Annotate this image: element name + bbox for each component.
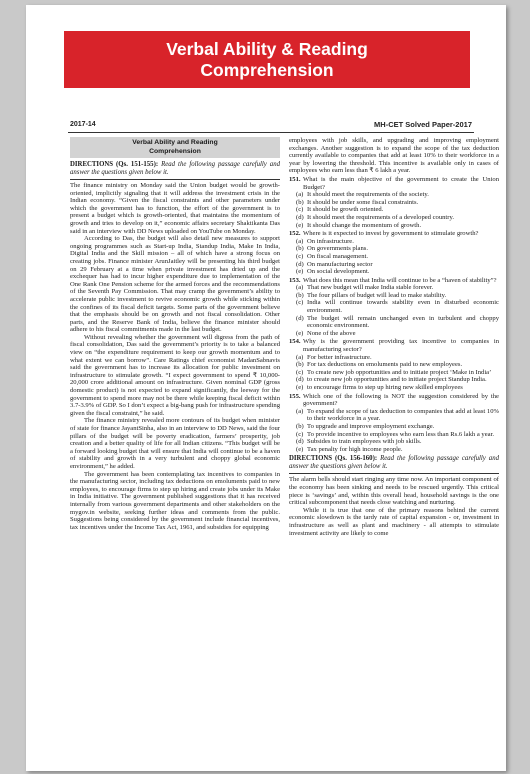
option-text: To upgrade and improve employment exchange. bbox=[307, 422, 435, 430]
option-label: (d) bbox=[296, 260, 304, 268]
question-number: 151. bbox=[289, 175, 301, 183]
question-153 bbox=[289, 277, 499, 338]
option-text: For better infrastructure. bbox=[307, 353, 372, 361]
option-label: (a) bbox=[296, 407, 304, 415]
question-row bbox=[289, 338, 499, 353]
option-label: (a) bbox=[296, 237, 304, 245]
option-text: None of the above bbox=[307, 329, 356, 337]
option-a bbox=[289, 238, 499, 246]
question-152 bbox=[289, 230, 499, 276]
passage-paragraph: The finance ministry on Monday said the Union budget would be growth-oriented, implicitly signaling that it will address the investment crisis in the Indian economy. “Given the fiscal constraints and other parameters under which the government has to function, the effort of the government is to present a budget which is growth-oriented, that maintains the momentum of growth and tries to develop on it,” economic affairs secretary Shaktikanta Das said in an interview with DD News uploaded on YouTube on Monday. bbox=[70, 182, 280, 235]
option-text: It should change the momentum of growth. bbox=[307, 221, 422, 229]
section-title bbox=[70, 137, 280, 158]
option-text: That new budget will make India stable forever. bbox=[307, 284, 434, 292]
option-text: to encourage firms to step up hiring new skilled employees bbox=[307, 384, 463, 391]
right-column bbox=[289, 137, 499, 759]
directions-151-155 bbox=[70, 161, 280, 177]
option-a bbox=[289, 408, 499, 423]
option-e bbox=[289, 268, 499, 276]
option-d bbox=[289, 315, 499, 330]
question-text: What is the main objective of the government to create the Union Budget? bbox=[303, 175, 499, 191]
option-text: to create new job opportunities and to initiate project Standup India. bbox=[307, 376, 487, 384]
option-label: (a) bbox=[296, 284, 304, 292]
option-text: On manufacturing sector bbox=[307, 260, 373, 268]
option-text: Tax penalty for high income people. bbox=[307, 445, 403, 453]
option-text: The budget will remain unchanged even in turbulent and choppy economic environment. bbox=[307, 314, 499, 330]
passage-paragraph: While it is true that one of the primary reasons behind the current economic slowdown is the tardy rate of capital expansion - or, investment in infrastructure as well as plant and machinery - all attempts to stimulate investment activity are likely to come bbox=[289, 506, 499, 537]
option-text: To provide incentive to employees who earn less than Rs.6 lakh a year. bbox=[307, 430, 495, 438]
directions-156-160 bbox=[289, 455, 499, 471]
option-text: On fiscal management. bbox=[307, 252, 368, 260]
question-number: 153. bbox=[289, 276, 301, 284]
passage-paragraph: Without revealing whether the government will digress from the path of fiscal consolidation, Das said the government’s priority is to take a balanced view on “the expenditure requirement to keep our growth momentum and to what extent we can borrow”. Care Ratings chief economist MadanSabnavis said the government has to increase its allocation for public investment on infrastructure to stimulate growth. “I expect government to spend ₹ 10,000-20,000 crore additional amount on infrastructure. Given nominal GDP (gross domestic product) is not expected to expand significantly, the leeway for the government to spend more may not be there while keeping fiscal deficit within 3.7-3.9% of GDP. So I don’t expect a big-bang push for infrastructure spending given the fiscal constraint,” he said. bbox=[70, 333, 280, 417]
option-label: (d) bbox=[296, 376, 304, 384]
directions-rule bbox=[70, 179, 280, 180]
option-text: It should meet the requirements of a developed country. bbox=[307, 213, 454, 221]
option-label: (c) bbox=[296, 252, 304, 260]
passage-paragraph: The government has been contemplating tax incentives to companies in the manufacturing sector, including tax deductions on emoluments paid to new employees, to encourage firms to step up hiring and create jobs under its Make in India initiative. The government published suggestions that it has received internally from various government departments and other stakeholders on the mygov.in website, seeking further ideas and comments from the public. Suggestions being considered by the government include financial incentives, tax incentives under the Income Tax Act, 1961, and subsidies for equipping bbox=[70, 470, 280, 531]
option-c bbox=[289, 431, 499, 439]
option-b bbox=[289, 361, 499, 369]
option-label: (c) bbox=[296, 368, 304, 376]
option-text: India will continue towards stability even in disturbed economic environment. bbox=[307, 299, 499, 315]
option-text: It should be growth oriented. bbox=[307, 206, 384, 214]
option-text: To expand the scope of tax deduction to companies that add at least 10% to their workforce in a year. bbox=[307, 407, 499, 423]
question-row bbox=[289, 277, 499, 285]
chapter-banner bbox=[64, 31, 470, 88]
directions-label: DIRECTIONS (Qs. 156-160): bbox=[289, 455, 378, 463]
directions-label: DIRECTIONS (Qs. 151-155): bbox=[70, 161, 159, 168]
option-text: It should be under some fiscal constraints. bbox=[307, 198, 419, 206]
question-text: What does this mean that India will continue to be a “haven of stability”? bbox=[303, 276, 497, 284]
option-label: (e) bbox=[296, 445, 304, 453]
passage-paragraph: The finance ministry revealed more contours of its budget when minister of state for finance JayantSinha, also in an interview to DD News, said the four pillars of the budget will be poverty eradication, farmers’ prosperity, job creation and a better quality of life for all Indian citizens. “This budget will be a forward looking budget that will ensure that India will continue to be a haven of stability and growth in a very turbulent and choppy global economic environment,” he added. bbox=[70, 417, 280, 470]
option-label: (e) bbox=[296, 221, 304, 229]
option-e bbox=[289, 330, 499, 338]
option-e bbox=[289, 384, 499, 392]
question-row bbox=[289, 230, 499, 238]
option-label: (d) bbox=[296, 213, 304, 221]
question-row bbox=[289, 176, 499, 191]
option-text: On governments plans. bbox=[307, 245, 368, 253]
option-label: (e) bbox=[296, 268, 304, 276]
option-a bbox=[289, 354, 499, 362]
option-d bbox=[289, 261, 499, 269]
section-title-line2: Comprehension bbox=[149, 148, 201, 155]
chapter-title-line2: Comprehension bbox=[200, 59, 334, 80]
question-text: Why is the government providing tax incentive to companies in manufacturing sector? bbox=[303, 338, 499, 354]
question-number: 155. bbox=[289, 392, 301, 400]
option-b bbox=[289, 245, 499, 253]
left-column bbox=[70, 137, 280, 759]
option-d bbox=[289, 438, 499, 446]
option-label: (c) bbox=[296, 206, 304, 214]
directions-text: Read the following passage carefully and answer the questions given below it. bbox=[70, 161, 280, 176]
question-154 bbox=[289, 338, 499, 391]
option-label: (c) bbox=[296, 299, 304, 307]
option-label: (b) bbox=[296, 291, 304, 299]
option-c bbox=[289, 369, 499, 377]
page-number: 2017-14 bbox=[70, 121, 96, 128]
option-label: (e) bbox=[296, 329, 304, 337]
question-number: 152. bbox=[289, 230, 301, 238]
option-label: (d) bbox=[296, 314, 304, 322]
option-label: (a) bbox=[296, 353, 304, 361]
question-number: 154. bbox=[289, 338, 301, 346]
question-text: Which one of the following is NOT the suggestion considered by the government? bbox=[303, 392, 499, 408]
option-c bbox=[289, 299, 499, 314]
passage-paragraph: The alarm bells should start ringing any time now. An important component of the economy has been sinking and needs to be rescued urgently. This critical piece is ‘savings’ and, within this overall head, household savings is the one critical subcomponent that needs close watching and nurturing. bbox=[289, 476, 499, 507]
option-text: On infrastructure. bbox=[307, 237, 354, 245]
option-text: Subsides to train employees with job skills. bbox=[307, 438, 422, 446]
chapter-title-line1: Verbal Ability & Reading bbox=[166, 38, 368, 59]
header-rule bbox=[68, 132, 474, 133]
option-label: (d) bbox=[296, 438, 304, 446]
option-label: (e) bbox=[296, 384, 304, 391]
option-c bbox=[289, 253, 499, 261]
option-label: (c) bbox=[296, 430, 304, 438]
option-label: (b) bbox=[296, 422, 304, 430]
option-a bbox=[289, 284, 499, 292]
document-page bbox=[26, 5, 506, 771]
option-label: (b) bbox=[296, 245, 304, 253]
section-title-line1: Verbal Ability and Reading bbox=[132, 139, 218, 146]
running-header: MH-CET Solved Paper-2017 bbox=[374, 120, 472, 129]
question-text: Where is it expected to invest by government to stimulate growth? bbox=[303, 230, 479, 238]
option-e bbox=[289, 222, 499, 230]
option-label: (b) bbox=[296, 361, 304, 369]
option-label: (a) bbox=[296, 191, 304, 199]
passage-paragraph: According to Das, the budget will also detail new measures to support ongoing programmes such as Start-up India, Standup India, Make In India, Digital India and the Skill mission – all of which have a strong focus on creating jobs. Finance minister ArunJaitley will be presenting his third budget on 29 February at a time when private investment has dried up and the exchequer has had to incur higher expenditure due to implementation of the One Rank One Pension scheme for the armed forces and the recommendations of the Seventh Pay Commission. That may cramp the government’s ability to accelerate public investment to revive economic growth while sticking within the confines of its fiscal deficit targets. Some parts of the government believe that the emphasis should be on growth and not fiscal consolidation. Other parts, and the Reserve Bank of India, believe the finance minister should adhere to his fiscal commitments made in the last budget. bbox=[70, 235, 280, 334]
directions-rule bbox=[289, 473, 499, 474]
option-label: (b) bbox=[296, 198, 304, 206]
question-155 bbox=[289, 393, 499, 454]
option-text: The four pillars of budget will lead to make stability. bbox=[307, 291, 447, 299]
question-151 bbox=[289, 176, 499, 229]
option-b bbox=[289, 423, 499, 431]
option-e bbox=[289, 446, 499, 454]
option-c bbox=[289, 206, 499, 214]
question-row bbox=[289, 393, 499, 408]
option-text: On social development. bbox=[307, 268, 370, 276]
option-b bbox=[289, 292, 499, 300]
passage-continuation: employees with job skills, and upgrading and improving employment exchanges. Another suggestion is to expand the scope of the tax deduction currently available to companies that add at least 10% to their workforce in a year by lowering the threshold. This incentive is available only in cases of employees who earn less than ₹ 6 lakh a year. bbox=[289, 137, 499, 175]
option-text: For tax deductions on emoluments paid to new employees. bbox=[307, 361, 463, 369]
option-d bbox=[289, 214, 499, 222]
directions-text: Read the following passage carefully and answer the questions given below it. bbox=[289, 455, 499, 471]
option-a bbox=[289, 191, 499, 199]
option-text: To create new job opportunities and to initiate project ‘Make in India’ bbox=[307, 368, 492, 376]
option-b bbox=[289, 199, 499, 207]
option-text: It should meet the requirements of the society. bbox=[307, 191, 429, 199]
option-d bbox=[289, 376, 499, 384]
